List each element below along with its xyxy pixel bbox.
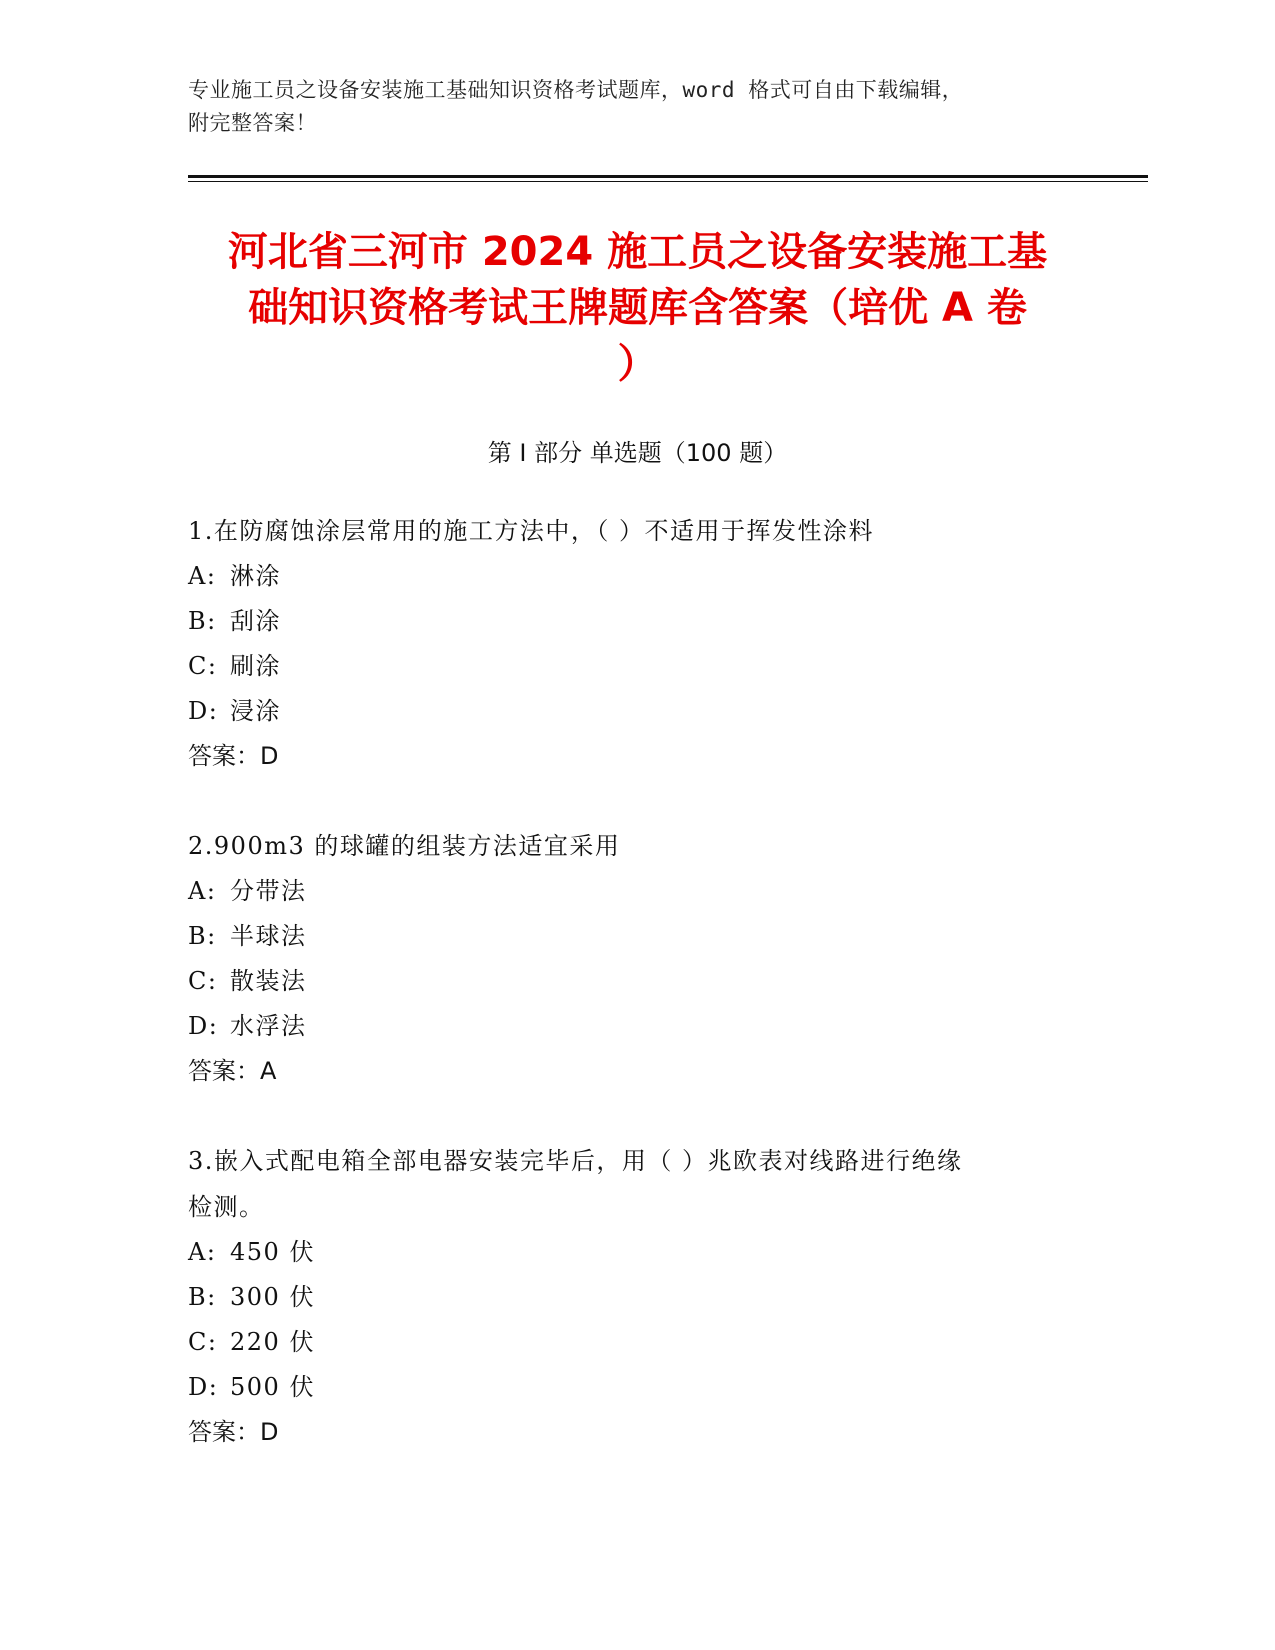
answer-text: 答案：D: [188, 1418, 279, 1446]
option-a: [188, 554, 1088, 599]
option-key: A:: [188, 877, 217, 905]
option-a: [188, 869, 1088, 914]
option-text: 450 伏: [230, 1238, 315, 1266]
option-key: C:: [188, 967, 218, 995]
answer-text: 答案：D: [188, 742, 279, 770]
option-key: D:: [188, 1373, 219, 1401]
intro-line-2: 附完整答案！: [188, 111, 317, 135]
option-text: 刮涂: [230, 607, 281, 635]
title-line-2: 础知识资格考试王牌题库含答案（培优 A 卷: [248, 285, 1027, 331]
option-key: B:: [188, 1283, 217, 1311]
option-key: A:: [188, 1238, 217, 1266]
option-text: 水浮法: [230, 1012, 307, 1040]
header-divider-thick: [188, 175, 1148, 178]
option-key: A:: [188, 562, 217, 590]
question-stem: 2.900m3 的球罐的组装方法适宜采用: [188, 832, 621, 860]
option-a: [188, 1230, 1088, 1275]
option-d: [188, 689, 1088, 734]
option-key: D:: [188, 1012, 219, 1040]
option-text: 散装法: [230, 967, 307, 995]
header-divider-thin: [188, 181, 1148, 182]
intro-text: [188, 74, 1078, 140]
option-key: B:: [188, 607, 217, 635]
title-line-1: 河北省三河市 2024 施工员之设备安装施工基: [227, 229, 1048, 275]
option-b: [188, 599, 1088, 644]
option-key: C:: [188, 652, 218, 680]
question-2: [188, 823, 1088, 1094]
question-1: [188, 508, 1088, 779]
option-key: D:: [188, 697, 219, 725]
question-3: [188, 1138, 1088, 1455]
option-b: [188, 914, 1088, 959]
option-c: [188, 644, 1088, 689]
question-stem-continued: 检测。: [188, 1193, 265, 1221]
document-title: [150, 224, 1125, 392]
option-d: [188, 1004, 1088, 1049]
option-b: [188, 1275, 1088, 1320]
option-text: 淋涂: [230, 562, 281, 590]
option-text: 刷涂: [230, 652, 281, 680]
answer-text: 答案：A: [188, 1057, 277, 1085]
option-c: [188, 959, 1088, 1004]
section-heading: 第 I 部分 单选题（100 题）: [487, 439, 788, 467]
title-line-3: ）: [617, 341, 658, 387]
option-text: 500 伏: [230, 1373, 315, 1401]
intro-line-1: 专业施工员之设备安装施工基础知识资格考试题库，word 格式可自由下载编辑，: [188, 78, 964, 102]
option-text: 分带法: [230, 877, 307, 905]
option-text: 半球法: [230, 922, 307, 950]
option-key: C:: [188, 1328, 218, 1356]
question-stem: 1.在防腐蚀涂层常用的施工方法中，（ ）不适用于挥发性涂料: [188, 517, 875, 545]
question-stem: 3.嵌入式配电箱全部电器安装完毕后，用（ ）兆欧表对线路进行绝缘: [188, 1147, 963, 1175]
option-d: [188, 1365, 1088, 1410]
option-key: B:: [188, 922, 217, 950]
option-text: 220 伏: [230, 1328, 315, 1356]
option-c: [188, 1320, 1088, 1365]
option-text: 300 伏: [230, 1283, 315, 1311]
option-text: 浸涂: [230, 697, 281, 725]
